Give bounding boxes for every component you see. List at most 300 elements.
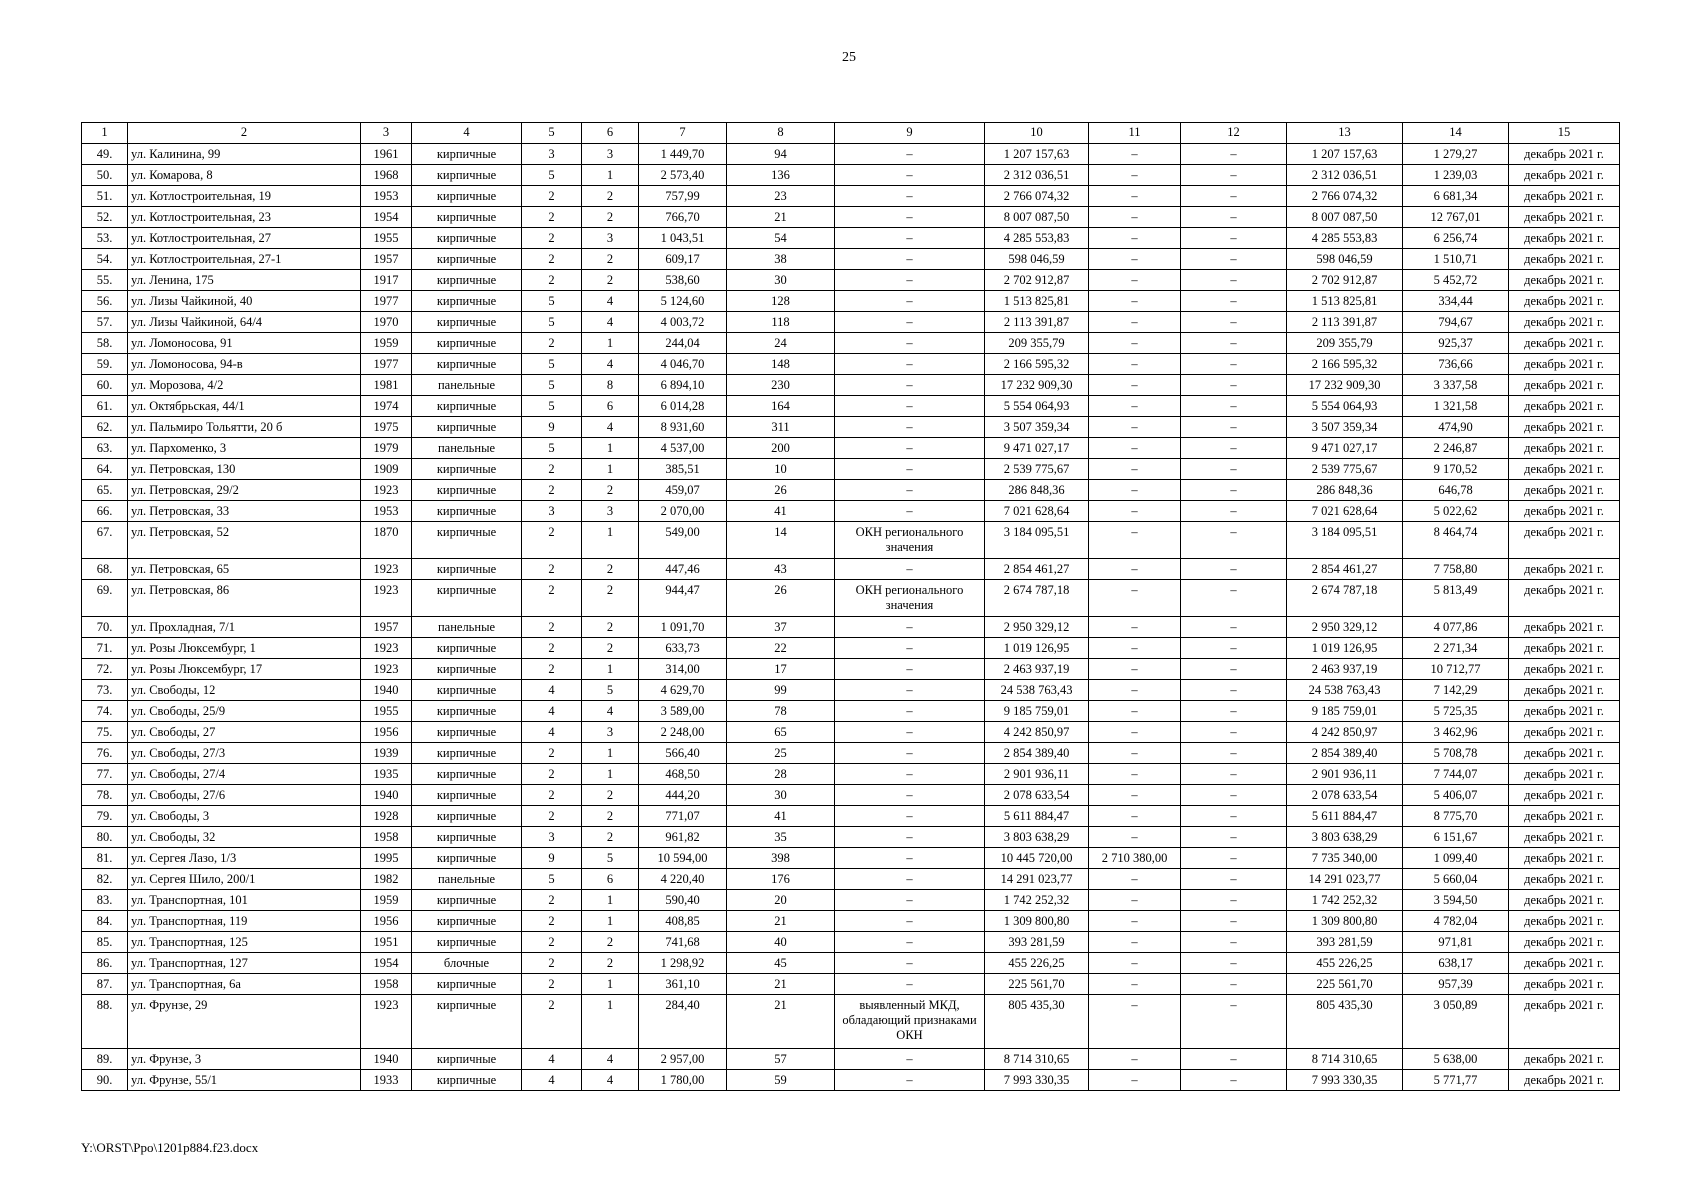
table-cell: 1 019 126,95: [1287, 638, 1403, 659]
table-cell: 1958: [361, 827, 412, 848]
table-cell: –: [1181, 701, 1287, 722]
table-cell: –: [1089, 953, 1181, 974]
table-cell: 12 767,01: [1403, 207, 1509, 228]
table-cell: –: [1089, 911, 1181, 932]
table-cell: 2: [582, 580, 639, 617]
table-row: [82, 375, 1620, 396]
table-cell: декабрь 2021 г.: [1509, 617, 1620, 638]
table-cell: 26: [727, 480, 835, 501]
table-cell: 455 226,25: [985, 953, 1089, 974]
table-row: [82, 617, 1620, 638]
table-cell: 10: [727, 459, 835, 480]
table-cell: –: [835, 480, 985, 501]
table-cell: 23: [727, 186, 835, 207]
table-cell: 5: [522, 869, 582, 890]
table-cell: –: [1181, 354, 1287, 375]
table-cell: декабрь 2021 г.: [1509, 785, 1620, 806]
table-cell: 1 449,70: [639, 144, 727, 165]
table-cell: ул. Котлостроительная, 27: [128, 228, 361, 249]
table-cell: кирпичные: [412, 417, 522, 438]
table-cell: 7 758,80: [1403, 559, 1509, 580]
table-cell: ул. Котлостроительная, 27-1: [128, 249, 361, 270]
table-cell: –: [1181, 932, 1287, 953]
table-cell: кирпичные: [412, 249, 522, 270]
table-cell: 4 537,00: [639, 438, 727, 459]
table-cell: 5 708,78: [1403, 743, 1509, 764]
table-cell: ул. Фрунзе, 55/1: [128, 1070, 361, 1091]
table-cell: –: [1181, 375, 1287, 396]
table-cell: –: [1089, 1070, 1181, 1091]
table-cell: 794,67: [1403, 312, 1509, 333]
table-cell: 6 151,67: [1403, 827, 1509, 848]
table-cell: декабрь 2021 г.: [1509, 207, 1620, 228]
table-cell: 2 766 074,32: [985, 186, 1089, 207]
table-cell: декабрь 2021 г.: [1509, 764, 1620, 785]
table-cell: 3 050,89: [1403, 995, 1509, 1049]
table-cell: –: [1181, 764, 1287, 785]
column-header: 2: [128, 123, 361, 144]
table-cell: 21: [727, 207, 835, 228]
table-cell: 1870: [361, 522, 412, 559]
table-cell: 455 226,25: [1287, 953, 1403, 974]
table-cell: 633,73: [639, 638, 727, 659]
table-cell: 89.: [82, 1049, 128, 1070]
table-cell: ул. Транспортная, 125: [128, 932, 361, 953]
table-cell: кирпичные: [412, 764, 522, 785]
table-cell: 7 735 340,00: [1287, 848, 1403, 869]
table-cell: 1923: [361, 659, 412, 680]
column-header: 14: [1403, 123, 1509, 144]
table-cell: 59.: [82, 354, 128, 375]
table-cell: 1954: [361, 953, 412, 974]
table-cell: 4: [522, 1070, 582, 1091]
table-cell: декабрь 2021 г.: [1509, 580, 1620, 617]
table-cell: 944,47: [639, 580, 727, 617]
table-cell: декабрь 2021 г.: [1509, 501, 1620, 522]
table-cell: ул. Сергея Лазо, 1/3: [128, 848, 361, 869]
table-cell: 961,82: [639, 827, 727, 848]
table-cell: 2: [522, 207, 582, 228]
table-cell: 5 452,72: [1403, 270, 1509, 291]
table-cell: 4 242 850,97: [985, 722, 1089, 743]
table-cell: 925,37: [1403, 333, 1509, 354]
table-cell: 3 184 095,51: [985, 522, 1089, 559]
table-cell: 225 561,70: [1287, 974, 1403, 995]
table-row: [82, 459, 1620, 480]
table-cell: –: [1089, 932, 1181, 953]
table-cell: 4: [522, 680, 582, 701]
table-cell: 1 207 157,63: [985, 144, 1089, 165]
table-cell: 60.: [82, 375, 128, 396]
table-cell: 5 813,49: [1403, 580, 1509, 617]
table-cell: –: [1089, 869, 1181, 890]
table-cell: 2: [582, 827, 639, 848]
table-cell: 1959: [361, 890, 412, 911]
table-cell: 6: [582, 396, 639, 417]
table-cell: 2: [522, 806, 582, 827]
table-row: [82, 974, 1620, 995]
table-cell: 71.: [82, 638, 128, 659]
table-cell: 1923: [361, 580, 412, 617]
table-cell: 4: [522, 701, 582, 722]
table-cell: 51.: [82, 186, 128, 207]
table-cell: 1: [582, 911, 639, 932]
table-cell: 17 232 909,30: [1287, 375, 1403, 396]
table-cell: 2 957,00: [639, 1049, 727, 1070]
table-cell: –: [1089, 207, 1181, 228]
table-cell: ул. Свободы, 27/4: [128, 764, 361, 785]
table-cell: 17 232 909,30: [985, 375, 1089, 396]
table-cell: 59: [727, 1070, 835, 1091]
table-cell: 2 702 912,87: [1287, 270, 1403, 291]
table-cell: 1940: [361, 680, 412, 701]
table-cell: 10 594,00: [639, 848, 727, 869]
table-cell: 25: [727, 743, 835, 764]
table-cell: 66.: [82, 501, 128, 522]
table-cell: 22: [727, 638, 835, 659]
table-cell: 69.: [82, 580, 128, 617]
table-cell: 1968: [361, 165, 412, 186]
table-cell: ул. Свободы, 32: [128, 827, 361, 848]
table-row: [82, 659, 1620, 680]
header-row: [82, 123, 1620, 144]
table-cell: 5: [582, 680, 639, 701]
table-cell: 20: [727, 890, 835, 911]
table-cell: 8 775,70: [1403, 806, 1509, 827]
table-cell: 5 725,35: [1403, 701, 1509, 722]
table-cell: –: [1181, 890, 1287, 911]
table-cell: 1: [582, 659, 639, 680]
table-cell: ул. Петровская, 52: [128, 522, 361, 559]
table-cell: 5 554 064,93: [1287, 396, 1403, 417]
table-cell: 5 611 884,47: [1287, 806, 1403, 827]
table-cell: декабрь 2021 г.: [1509, 417, 1620, 438]
table-cell: 3: [582, 228, 639, 249]
table-cell: 2 271,34: [1403, 638, 1509, 659]
table-cell: 21: [727, 911, 835, 932]
column-header: 8: [727, 123, 835, 144]
table-cell: 5 660,04: [1403, 869, 1509, 890]
table-cell: –: [1181, 995, 1287, 1049]
table-cell: 3 507 359,34: [1287, 417, 1403, 438]
table-cell: 1 321,58: [1403, 396, 1509, 417]
table-row: [82, 417, 1620, 438]
table-cell: ул. Пархоменко, 3: [128, 438, 361, 459]
table-cell: 118: [727, 312, 835, 333]
table-cell: 2 674 787,18: [1287, 580, 1403, 617]
table-cell: ул. Котлостроительная, 23: [128, 207, 361, 228]
table-cell: –: [1181, 333, 1287, 354]
table-cell: –: [835, 270, 985, 291]
table-cell: 1 742 252,32: [1287, 890, 1403, 911]
table-cell: –: [1089, 186, 1181, 207]
table-cell: –: [835, 659, 985, 680]
table-cell: 1923: [361, 559, 412, 580]
table-cell: 2 674 787,18: [985, 580, 1089, 617]
table-cell: 3 337,58: [1403, 375, 1509, 396]
table-cell: 8 714 310,65: [985, 1049, 1089, 1070]
table-cell: 1940: [361, 785, 412, 806]
table-cell: кирпичные: [412, 580, 522, 617]
table-cell: ул. Свободы, 25/9: [128, 701, 361, 722]
table-row: [82, 1049, 1620, 1070]
table-cell: –: [1089, 354, 1181, 375]
table-cell: 1 279,27: [1403, 144, 1509, 165]
column-header: 5: [522, 123, 582, 144]
table-row: [82, 144, 1620, 165]
table-cell: 4 003,72: [639, 312, 727, 333]
table-cell: ул. Транспортная, 101: [128, 890, 361, 911]
table-cell: 2 702 912,87: [985, 270, 1089, 291]
table-cell: –: [1089, 974, 1181, 995]
table-cell: 2: [582, 249, 639, 270]
table-cell: 2: [582, 806, 639, 827]
table-cell: –: [835, 417, 985, 438]
table-cell: 1 510,71: [1403, 249, 1509, 270]
table-cell: 2 312 036,51: [985, 165, 1089, 186]
table-cell: –: [835, 207, 985, 228]
table-cell: 2 854 461,27: [985, 559, 1089, 580]
table-cell: ул. Котлостроительная, 19: [128, 186, 361, 207]
table-cell: 7 993 330,35: [1287, 1070, 1403, 1091]
table-cell: 7 021 628,64: [1287, 501, 1403, 522]
table-cell: 2: [582, 953, 639, 974]
table-cell: 1: [582, 333, 639, 354]
table-cell: кирпичные: [412, 1070, 522, 1091]
table-cell: 957,39: [1403, 974, 1509, 995]
table-cell: 4 629,70: [639, 680, 727, 701]
table-cell: –: [1089, 144, 1181, 165]
table-cell: 1 239,03: [1403, 165, 1509, 186]
table-cell: –: [1089, 438, 1181, 459]
table-cell: кирпичные: [412, 312, 522, 333]
table-cell: 646,78: [1403, 480, 1509, 501]
table-cell: –: [1089, 501, 1181, 522]
table-cell: кирпичные: [412, 722, 522, 743]
table-cell: ул. Комарова, 8: [128, 165, 361, 186]
table-cell: 1: [582, 890, 639, 911]
table-cell: ул. Петровская, 65: [128, 559, 361, 580]
table-cell: кирпичные: [412, 785, 522, 806]
page-number: 25: [842, 50, 856, 65]
table-cell: 1982: [361, 869, 412, 890]
table-cell: 3 184 095,51: [1287, 522, 1403, 559]
table-cell: декабрь 2021 г.: [1509, 974, 1620, 995]
table-cell: 3 589,00: [639, 701, 727, 722]
table-cell: 87.: [82, 974, 128, 995]
column-header: 1: [82, 123, 128, 144]
table-body: [82, 144, 1620, 1091]
table-cell: –: [1181, 869, 1287, 890]
table-cell: 2 113 391,87: [985, 312, 1089, 333]
table-row: [82, 785, 1620, 806]
table-cell: 2 078 633,54: [985, 785, 1089, 806]
table-cell: 9 185 759,01: [1287, 701, 1403, 722]
table-cell: –: [1181, 974, 1287, 995]
table-row: [82, 722, 1620, 743]
table-cell: –: [835, 806, 985, 827]
table-cell: 56.: [82, 291, 128, 312]
table-cell: 4: [522, 1049, 582, 1070]
table-cell: 2: [522, 638, 582, 659]
table-cell: 2: [522, 995, 582, 1049]
table-cell: –: [1089, 659, 1181, 680]
table-cell: –: [835, 438, 985, 459]
table-cell: 4: [582, 1070, 639, 1091]
table-cell: –: [1181, 1049, 1287, 1070]
table-cell: декабрь 2021 г.: [1509, 659, 1620, 680]
table-cell: 3 803 638,29: [985, 827, 1089, 848]
table-cell: 54: [727, 228, 835, 249]
column-header: 10: [985, 123, 1089, 144]
table-cell: –: [1089, 806, 1181, 827]
table-cell: 244,04: [639, 333, 727, 354]
table-cell: декабрь 2021 г.: [1509, 559, 1620, 580]
table-cell: 1957: [361, 617, 412, 638]
table-cell: –: [835, 228, 985, 249]
table-cell: –: [1181, 207, 1287, 228]
table-cell: 6 681,34: [1403, 186, 1509, 207]
table-cell: 549,00: [639, 522, 727, 559]
table-cell: кирпичные: [412, 270, 522, 291]
table-cell: 8 007 087,50: [985, 207, 1089, 228]
table-cell: 2 710 380,00: [1089, 848, 1181, 869]
table-cell: 79.: [82, 806, 128, 827]
table-cell: декабрь 2021 г.: [1509, 638, 1620, 659]
table-row: [82, 291, 1620, 312]
table-cell: 2: [522, 890, 582, 911]
table-cell: 75.: [82, 722, 128, 743]
table-cell: 8 007 087,50: [1287, 207, 1403, 228]
column-header: 3: [361, 123, 412, 144]
table-cell: блочные: [412, 953, 522, 974]
table-cell: 1933: [361, 1070, 412, 1091]
table-cell: ул. Петровская, 33: [128, 501, 361, 522]
table-cell: –: [835, 890, 985, 911]
table-cell: декабрь 2021 г.: [1509, 911, 1620, 932]
table-cell: –: [835, 459, 985, 480]
table-cell: –: [1181, 270, 1287, 291]
table-cell: декабрь 2021 г.: [1509, 249, 1620, 270]
table-cell: 1959: [361, 333, 412, 354]
table-cell: 590,40: [639, 890, 727, 911]
table-cell: кирпичные: [412, 228, 522, 249]
table-cell: ул. Свободы, 12: [128, 680, 361, 701]
table-row: [82, 638, 1620, 659]
table-cell: –: [835, 375, 985, 396]
table-cell: ул. Розы Люксембург, 1: [128, 638, 361, 659]
table-cell: ул. Свободы, 3: [128, 806, 361, 827]
table-cell: –: [1181, 659, 1287, 680]
table-cell: ул. Ломоносова, 91: [128, 333, 361, 354]
table-cell: декабрь 2021 г.: [1509, 722, 1620, 743]
table-cell: –: [835, 764, 985, 785]
table-cell: 1 780,00: [639, 1070, 727, 1091]
table-cell: –: [1181, 522, 1287, 559]
table-cell: 1923: [361, 995, 412, 1049]
table-cell: 2 463 937,19: [1287, 659, 1403, 680]
table-cell: декабрь 2021 г.: [1509, 827, 1620, 848]
table-row: [82, 995, 1620, 1049]
table-cell: –: [835, 722, 985, 743]
table-cell: –: [1181, 480, 1287, 501]
table-cell: 5 124,60: [639, 291, 727, 312]
table-cell: 74.: [82, 701, 128, 722]
table-cell: декабрь 2021 г.: [1509, 480, 1620, 501]
table-cell: 57.: [82, 312, 128, 333]
table-cell: 4 782,04: [1403, 911, 1509, 932]
table-cell: 334,44: [1403, 291, 1509, 312]
table-cell: 99: [727, 680, 835, 701]
table-cell: 1 207 157,63: [1287, 144, 1403, 165]
table-cell: 468,50: [639, 764, 727, 785]
table-cell: 21: [727, 995, 835, 1049]
table-cell: 164: [727, 396, 835, 417]
table-cell: –: [835, 848, 985, 869]
table-cell: кирпичные: [412, 291, 522, 312]
table-cell: 2: [522, 911, 582, 932]
table-cell: –: [1089, 522, 1181, 559]
table-cell: –: [1181, 228, 1287, 249]
table-cell: –: [835, 743, 985, 764]
table-cell: 1974: [361, 396, 412, 417]
table-cell: кирпичные: [412, 559, 522, 580]
table-cell: панельные: [412, 869, 522, 890]
table-cell: –: [835, 827, 985, 848]
table-cell: 2: [522, 743, 582, 764]
table-cell: –: [1181, 806, 1287, 827]
table-cell: –: [1181, 722, 1287, 743]
table-cell: 1: [582, 522, 639, 559]
table-cell: 28: [727, 764, 835, 785]
table-cell: –: [1089, 580, 1181, 617]
table-cell: 1 513 825,81: [1287, 291, 1403, 312]
table-cell: 43: [727, 559, 835, 580]
column-header: 12: [1181, 123, 1287, 144]
table-cell: 70.: [82, 617, 128, 638]
table-cell: –: [1181, 249, 1287, 270]
table-cell: 67.: [82, 522, 128, 559]
table-cell: –: [1181, 459, 1287, 480]
table-cell: –: [1089, 701, 1181, 722]
table-cell: 5: [522, 438, 582, 459]
table-cell: декабрь 2021 г.: [1509, 1070, 1620, 1091]
table-cell: 4: [582, 291, 639, 312]
table-cell: 1923: [361, 480, 412, 501]
table-cell: –: [1089, 396, 1181, 417]
table-row: [82, 249, 1620, 270]
table-cell: 1 309 800,80: [1287, 911, 1403, 932]
table-cell: 1939: [361, 743, 412, 764]
table-cell: –: [1181, 848, 1287, 869]
table-cell: кирпичные: [412, 806, 522, 827]
table-cell: декабрь 2021 г.: [1509, 890, 1620, 911]
table-cell: 5: [522, 354, 582, 375]
table-cell: –: [1089, 722, 1181, 743]
table-cell: 9 170,52: [1403, 459, 1509, 480]
table-cell: 2 539 775,67: [1287, 459, 1403, 480]
table-cell: 45: [727, 953, 835, 974]
table-cell: 1958: [361, 974, 412, 995]
table-cell: ул. Петровская, 29/2: [128, 480, 361, 501]
table-cell: ул. Пальмиро Тольятти, 20 б: [128, 417, 361, 438]
table-cell: 3: [582, 722, 639, 743]
table-cell: 2 246,87: [1403, 438, 1509, 459]
table-cell: 474,90: [1403, 417, 1509, 438]
table-cell: 566,40: [639, 743, 727, 764]
table-cell: 286 848,36: [985, 480, 1089, 501]
table-cell: 2 248,00: [639, 722, 727, 743]
